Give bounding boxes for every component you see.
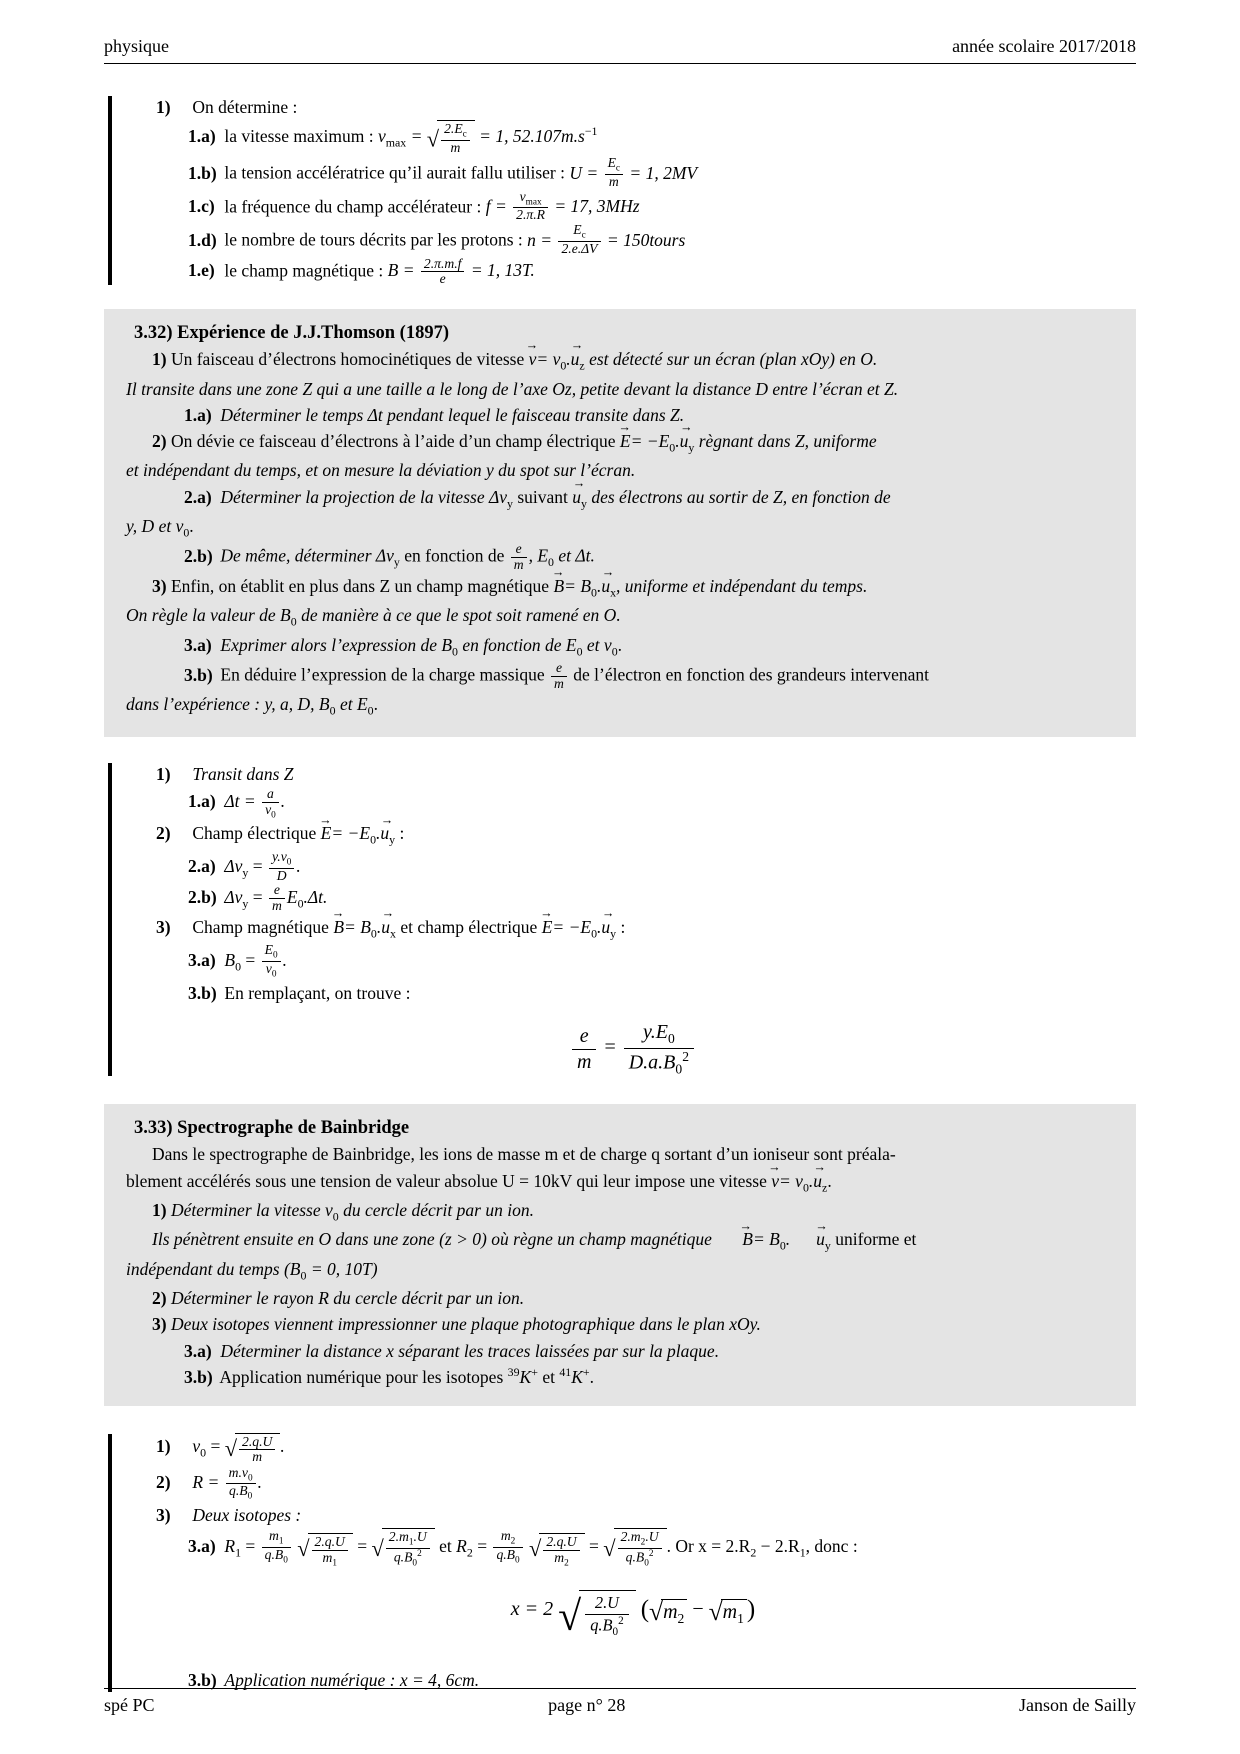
exo332-q1: 1) Un faisceau d’électrons homocinétiques de vitesse $v \to= v_0.u_z$ → est détecté sur un écran (plan xOy) en O. [126,346,1114,375]
exo332-q3: 3) Enfin, on établit en plus dans Z un champ magnétique $B \to= B_0.u_x$ →, uniforme et indépendant du temps. [126,573,1114,602]
vector-uy: $u_y$ → [601,914,616,943]
item-label: 1.b) [188,162,217,183]
ans333-display-equation: x = 2 √ $\frac{2.U}{q.B_0^2}$ ($√m_2 - √m_1$ ) [130,1590,1136,1641]
vector-uy: $u_y$ → [680,428,695,457]
exercise-333 [104,1104,1136,1406]
ans332-q3: 3) Champ magnétique $B \to= B_0.u_x$ → et champ électrique $E \to= -E_0.u_y$ → : [130,914,1136,943]
item-label: 1.a) [188,126,216,147]
ans332-q3b: 3.b) En remplaçant, on trouve : [188,982,411,1003]
formula-n: n = $\frac{E_c}{2.e.\Delta V}$ = 150tours [527,222,686,256]
answer-block-top [104,94,1136,287]
answer-top-item-a [130,120,1136,156]
exo332-q3b-cont: dans l’expérience : y, a, D, $B_0$ et $E_0$. [126,694,378,718]
ans333-q3: 3) Deux isotopes : [156,1505,302,1526]
item-text: le nombre de tours décrits par les protons : [224,229,523,250]
item-text: la tension accélératrice qu’il aurait fallu utiliser : [224,162,565,183]
ans332-q1a: 1.a) Δt = $\frac{a}{v_0}$ . [188,785,286,821]
formula-B: B = $\frac{2.\pi.m.f}{e}$ = 1, 13T. [387,255,535,287]
vector-ux: $u_x$ → [381,914,396,943]
exercise-332 [104,309,1136,737]
page-footer [104,1688,1136,1716]
ans332-q2: 2) Champ électrique $E \to= -E_0.u_y$ → : [130,820,1136,849]
answer-block-332 [104,761,1136,1079]
vector-E: E → [620,428,631,454]
vector-ux: $u_x$ → [601,573,616,602]
answer-top-q1-label: 1) [156,97,171,117]
vector-E: E → [321,820,332,846]
header-subject: physique [104,36,169,56]
answer-top-item-e [130,257,1136,287]
exo333-q3a: 3.a) Déterminer la distance x séparant les traces laissées par sur la plaque. [184,1340,720,1361]
exo332-q2a-cont: y, D et $v_0$. [126,515,194,540]
formula-f: f = $\frac{v_{max}}{2.\pi.R}$ = 17, 3MHz [485,188,640,223]
exo332-q2b: 2.b) De même, déterminer $\Delta v_y$ en fonction de $\frac{e}{m}$ , $E_0$ et Δt. [184,541,595,573]
exo332-q2: 2) On dévie ce faisceau d’électrons à l’aide d’un champ électrique $E \to= -E_0.u_y$ → règnant dans Z, uniforme [126,428,1114,457]
footer-class: spé PC [104,1695,155,1715]
ans332-q3a: 3.a) $B_0$ = $\frac{E_0}{v_0}$ . [188,942,288,980]
page-header [104,36,1136,64]
exo332-q2-cont: et indépendant du temps, et on mesure la déviation y du spot sur l’écran. [126,460,636,481]
ans332-q1: 1) Transit dans Z [156,763,294,784]
exo333-q3b: 3.b) Application numérique pour les isotopes $^{39}$K+ et $^{41}$K+. [184,1365,594,1387]
answer-top-q1 [130,94,1136,120]
answer-top-item-b [130,156,1136,189]
footer-page-number: page n° 28 [548,1695,626,1715]
ans332-q2b: 2.b) $\Delta v_y$ = $\frac{e}{m}$ $E_0.\Delta t$. [188,882,328,913]
exo332-q1a: 1.a) Déterminer le temps Δt pendant lequel le faisceau transite dans Z. [184,404,685,425]
vector-B: B → [553,573,564,599]
exo333-q3: 3) Deux isotopes viennent impressionner une plaque photographique dans le plan xOy. [152,1314,761,1335]
vector-uz: $u_z$ → [571,346,585,375]
exo333-intro-cont: blement accélérés sous une tension de valeur absolue U = 10kV qui leur impose une vitesse $v \to= v_0.u_z$ →. [126,1168,1114,1197]
exo332-q3-cont: On règle la valeur de $B_0$ de manière à ce que le spot soit ramené en O. [126,605,621,629]
vector-B: B → [333,914,344,940]
answer-block-333 [104,1432,1136,1693]
exo333-para2: Ils pénètrent ensuite en O dans une zone (z > 0) où règne un champ magnétique $B \to= B_0$. $u_y$ → uniforme et [126,1226,1114,1255]
vector-uy: $u_y$ → [572,484,587,513]
vector-v: v → [771,1168,779,1194]
answer-top-q1-text: On détermine : [192,97,298,117]
item-text: la fréquence du champ accélérateur : [224,196,482,217]
exo332-q3a: 3.a) Exprimer alors l’expression de $B_0$ en fonction de $E_0$ et $v_0$. [184,634,623,659]
vector-uy: $u_y$ → [380,820,395,849]
item-text: la vitesse maximum : [224,126,374,147]
vector-v: v → [529,346,537,372]
footer-school: Janson de Sailly [1019,1695,1136,1715]
vector-B: B → [716,1226,753,1252]
item-label: 1.e) [188,260,215,281]
exo333-para2-cont: indépendant du temps ($B_0 = 0$, 10T) [126,1258,378,1283]
exo333-q2: 2) Déterminer le rayon R du cercle décrit par un ion. [152,1288,525,1309]
exo333-q1: 1) Déterminer la vitesse $v_0$ du cercle décrit par un ion. [152,1200,534,1224]
exercise-333-title: 3.33) Spectrographe de Bainbridge [134,1118,410,1139]
exo333-intro: Dans le spectrographe de Bainbridge, les ions de masse m et de charge q sortant d’un ioniseur sont préala- [152,1144,896,1165]
exo332-q3b: 3.b) En déduire l’expression de la charge massique $\frac{e}{m}$ de l’électron en fonction des grandeurs intervenant [184,659,929,691]
ans332-display-equation: $\frac{e}{m}$ = $\frac{y.E_0}{D.a.B_0^2}$ [130,1020,1136,1079]
header-year: année scolaire 2017/2018 [952,36,1136,56]
exo332-q1-cont: Il transite dans une zone Z qui a une taille a le long de l’axe Oz, petite devant la distance D entre l’écran et Z. [126,378,899,399]
formula-U: U = $\frac{E_c}{m}$ = 1, 2MV [569,155,698,190]
item-label: 1.c) [188,196,215,217]
vector-uz: $u_z$ → [813,1168,827,1197]
ans333-q3a: 3.a) $R_1$ = $\frac{m_1}{q.B_0}$ √ $\frac{2.q.U}{m_1}$ = √ $\frac{2.m_1.U}{q.B_0^2}$ et $R_2$ = $\frac{m_2}{q.B_0}$ √ $\frac{2.q.U}{m_2}$ = √ $\frac{2.m_2.U}{q.B_0^2}$ . Or $x = 2.R_2 - 2.R_1$, donc : [188,1528,858,1569]
vector-E: E → [542,914,553,940]
exo332-q2a: 2.a) Déterminer la projection de la vitesse $\Delta v_y$ suivant $u_y$ → des électrons au sortir de Z, en fonction de [126,484,1114,513]
ans333-q2: 2) R = $\frac{m.v_0}{q.B_0}$ . [156,1464,262,1503]
item-text: le champ magnétique : [224,260,384,281]
answer-top-item-d [130,223,1136,256]
exercise-332-title: 3.32) Expérience de J.J.Thomson (1897) [134,323,449,344]
formula-vmax: $v_{max}$ = √ $\frac{2.E_c}{m}$ = 1, $52.107m.s^{-1}$ [377,121,598,155]
ans333-q1: 1) $v_0$ = √ $\frac{2.q.U}{m}$ . [156,1433,285,1465]
answer-top-item-c [130,190,1136,223]
ans333-q3b: 3.b) Application numérique : x = 4, 6cm. [188,1670,480,1691]
ans332-q2a: 2.a) $\Delta v_y$ = $\frac{y.v_0}{D}$ . [188,848,301,883]
vector-uy: $u_y$ → [790,1226,831,1255]
item-label: 1.d) [188,229,217,250]
